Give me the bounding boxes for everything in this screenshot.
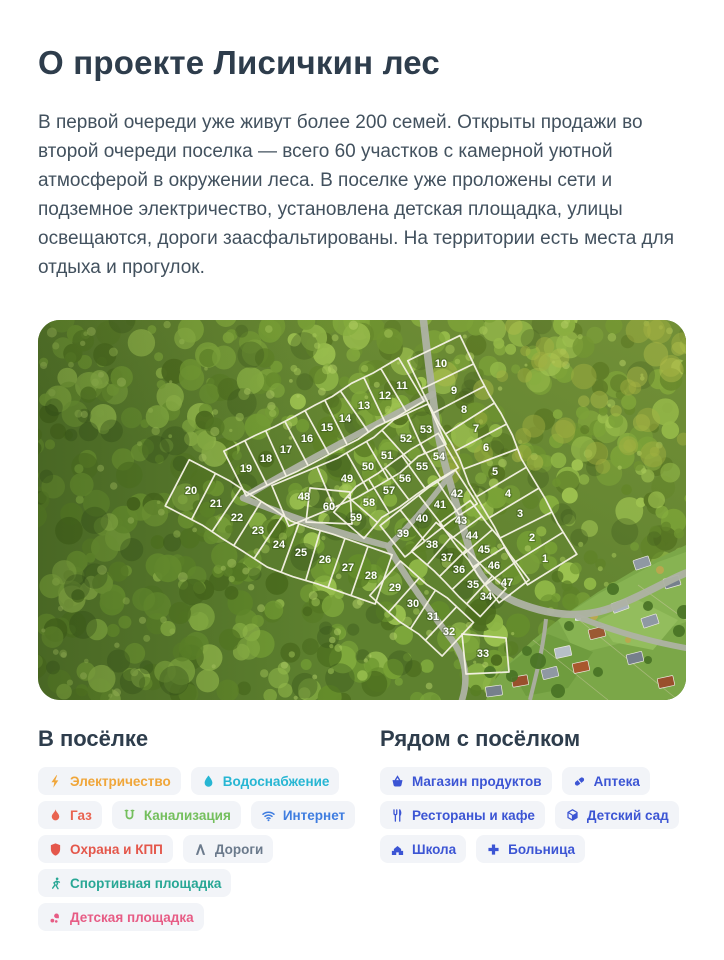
electricity-badge [38, 767, 181, 795]
plot-number: 23 [251, 525, 265, 538]
lightning-icon [48, 774, 63, 789]
plot-number: 42 [450, 488, 464, 501]
plot-number: 6 [482, 442, 490, 455]
badge-label: Больница [508, 841, 576, 857]
plot-number: 2 [528, 532, 536, 545]
plot-number: 15 [320, 422, 334, 435]
badge-label: Водоснабжение [222, 773, 330, 789]
badge-label: Детский сад [586, 807, 669, 823]
badge-label: Электричество [70, 773, 171, 789]
plot-number: 33 [476, 648, 490, 661]
plot-number: 7 [472, 423, 480, 436]
plot-number: 54 [432, 451, 446, 464]
cross-icon [486, 842, 501, 857]
plot-number: 56 [398, 473, 412, 486]
plot-number: 30 [406, 598, 420, 611]
plot-number: 47 [500, 577, 514, 590]
basket-icon [390, 774, 405, 789]
cube-icon [565, 808, 580, 823]
badge-label: Детская площадка [70, 909, 194, 925]
badge-label: Аптека [593, 773, 640, 789]
badge-label: Дороги [214, 841, 264, 857]
toys-icon [48, 910, 63, 925]
plot-number: 40 [415, 513, 429, 526]
badge-row [380, 767, 650, 795]
plot-number: 59 [349, 512, 363, 525]
pipe-icon [122, 808, 137, 823]
plot-number: 14 [338, 413, 352, 426]
plot-number: 60 [322, 501, 336, 514]
badge-row [38, 767, 339, 795]
section-in-village [38, 726, 380, 931]
page-title: О проекте Лисичкин лес [38, 44, 440, 81]
security-checkpoint-badge [38, 835, 173, 863]
plot-number: 22 [230, 512, 244, 525]
plot-number: 13 [357, 400, 371, 413]
plot-number: 17 [279, 444, 293, 457]
water-supply-badge [191, 767, 340, 795]
badge-row [38, 869, 231, 897]
plot-number: 48 [297, 491, 311, 504]
plot-number: 34 [479, 591, 493, 604]
badge-label: Школа [412, 841, 457, 857]
plot-number: 41 [433, 499, 447, 512]
plot-number: 57 [382, 485, 396, 498]
plot-number: 8 [460, 404, 468, 417]
shield-icon [48, 842, 63, 857]
plot-number: 31 [426, 611, 440, 624]
masterplan-svg [38, 320, 686, 700]
badge-row [38, 903, 204, 931]
plot-number: 19 [239, 463, 253, 476]
drop-icon [201, 774, 216, 789]
runner-icon [48, 876, 63, 891]
plot-number: 32 [442, 626, 456, 639]
plot-number: 35 [466, 579, 480, 592]
sports-ground-badge [38, 869, 231, 897]
school-icon [390, 842, 405, 857]
plot-number: 28 [364, 570, 378, 583]
pill-icon [572, 774, 587, 789]
grocery-store-badge [380, 767, 552, 795]
badge-row [380, 801, 679, 829]
plot-number: 26 [318, 554, 332, 567]
plot-number: 38 [425, 539, 439, 552]
flame-icon [48, 808, 63, 823]
plot-number: 5 [491, 466, 499, 479]
plot-number: 25 [294, 547, 308, 560]
plot-number: 27 [341, 562, 355, 575]
plot-number: 10 [434, 358, 448, 371]
near-village-badges [380, 767, 686, 863]
badge-row [38, 801, 355, 829]
plot-number: 52 [399, 433, 413, 446]
plot-number: 51 [380, 450, 394, 463]
internet-badge [251, 801, 355, 829]
plot-number: 36 [452, 564, 466, 577]
features-columns [38, 726, 686, 931]
wifi-icon [261, 808, 276, 823]
plot-number: 3 [516, 508, 524, 521]
pharmacy-badge [562, 767, 650, 795]
plot-number: 53 [419, 424, 433, 437]
cutlery-icon [390, 808, 405, 823]
plot-number: 16 [300, 433, 314, 446]
sewerage-badge [112, 801, 241, 829]
plot-number: 9 [450, 385, 458, 398]
plot-number: 55 [415, 461, 429, 474]
plot-number: 58 [362, 497, 376, 510]
roads-badge [183, 835, 273, 863]
badge-row [380, 835, 585, 863]
playground-badge [38, 903, 204, 931]
intro-paragraph: В первой очереди уже живут более 200 семей. Открыты продажи во второй очереди поселка — всего 60 участков с камерной уютной атмосферой в окружении леса. В поселке уже проложены сети и подземное электричество, установлена детская площадка, улицы освещаются, дороги заасфальтированы. На территории есть места для отдыха и прогулок. [38, 112, 675, 279]
plot-number: 29 [388, 582, 402, 595]
plot-number: 20 [184, 485, 198, 498]
plot-number: 37 [440, 552, 454, 565]
in-village-title: В посёлке [38, 726, 149, 752]
badge-row [38, 835, 273, 863]
badge-label: Магазин продуктов [412, 773, 542, 789]
plot-number: 18 [259, 453, 273, 466]
badge-label: Рестораны и кафе [412, 807, 535, 823]
in-village-badges [38, 767, 380, 931]
plot-number: 12 [378, 390, 392, 403]
badge-label: Спортивная площадка [70, 875, 222, 891]
plot-number: 21 [209, 498, 223, 511]
plot-number: 45 [477, 544, 491, 557]
plot-number: 49 [340, 473, 354, 486]
road-icon [193, 842, 208, 857]
badge-label: Охрана и КПП [70, 841, 163, 857]
plot-number: 44 [465, 530, 479, 543]
hospital-badge [476, 835, 585, 863]
kindergarten-badge [555, 801, 679, 829]
badge-label: Интернет [282, 807, 346, 823]
badge-label: Газ [70, 807, 92, 823]
plot-number: 39 [396, 528, 410, 541]
plot-number: 46 [487, 560, 501, 573]
badge-label: Канализация [143, 807, 231, 823]
restaurants-badge [380, 801, 545, 829]
masterplan-image [38, 320, 686, 700]
section-near-village [380, 726, 686, 863]
plot-number: 24 [272, 539, 286, 552]
plot-number: 1 [541, 553, 549, 566]
plot-number: 4 [504, 488, 512, 501]
school-badge [380, 835, 466, 863]
plot-number: 43 [454, 515, 468, 528]
gas-badge [38, 801, 102, 829]
plot-number: 50 [361, 461, 375, 474]
near-village-title: Рядом с посёлком [380, 726, 581, 752]
plot-number: 11 [396, 380, 408, 393]
